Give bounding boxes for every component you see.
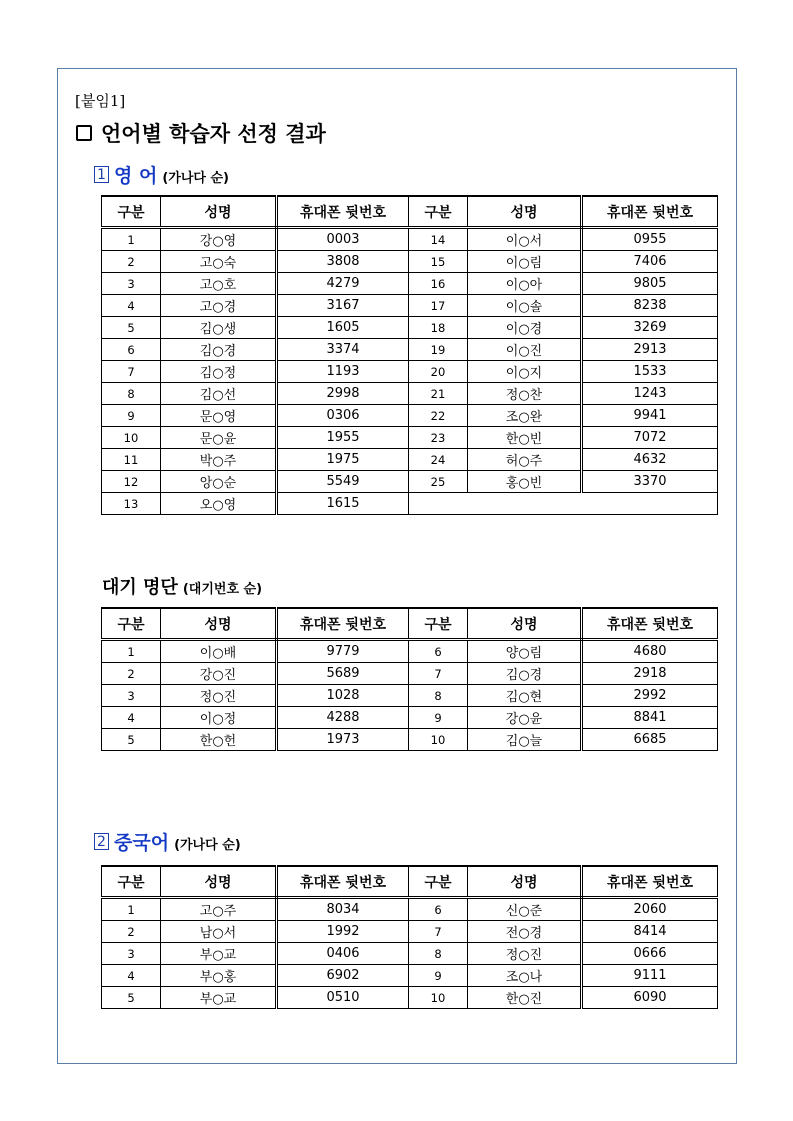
phone-suffix: 9805 bbox=[582, 273, 718, 295]
member-name: 한○빈 bbox=[468, 427, 582, 449]
phone-suffix: 2913 bbox=[582, 339, 718, 361]
row-number: 4 bbox=[102, 707, 161, 729]
member-name: 양○림 bbox=[468, 640, 582, 663]
phone-suffix: 5689 bbox=[277, 663, 409, 685]
member-name: 이○지 bbox=[468, 361, 582, 383]
phone-suffix: 0306 bbox=[277, 405, 409, 427]
column-header: 구분 bbox=[409, 608, 468, 640]
row-number: 2 bbox=[102, 663, 161, 685]
table-row bbox=[102, 317, 718, 339]
member-name: 전○경 bbox=[468, 921, 582, 943]
member-name: 이○정 bbox=[161, 707, 277, 729]
section-number-box: 1 bbox=[94, 166, 109, 183]
row-number: 24 bbox=[409, 449, 468, 471]
column-header: 휴대폰 뒷번호 bbox=[582, 196, 718, 228]
member-name: 조○나 bbox=[468, 965, 582, 987]
row-number: 13 bbox=[102, 493, 161, 515]
column-header: 휴대폰 뒷번호 bbox=[582, 866, 718, 898]
member-name: 허○주 bbox=[468, 449, 582, 471]
member-name: 조○완 bbox=[468, 405, 582, 427]
row-number: 16 bbox=[409, 273, 468, 295]
row-number: 18 bbox=[409, 317, 468, 339]
column-header: 휴대폰 뒷번호 bbox=[582, 608, 718, 640]
phone-suffix: 6090 bbox=[582, 987, 718, 1009]
member-name: 김○생 bbox=[161, 317, 277, 339]
section-note: (가나다 순) bbox=[162, 171, 229, 186]
column-header: 구분 bbox=[102, 866, 161, 898]
row-number: 8 bbox=[409, 685, 468, 707]
member-name: 김○선 bbox=[161, 383, 277, 405]
phone-suffix: 2060 bbox=[582, 898, 718, 921]
table-row bbox=[102, 987, 718, 1009]
row-number: 10 bbox=[102, 427, 161, 449]
phone-suffix: 4632 bbox=[582, 449, 718, 471]
row-number: 17 bbox=[409, 295, 468, 317]
table-row bbox=[102, 729, 718, 751]
row-number: 6 bbox=[409, 640, 468, 663]
row-number: 14 bbox=[409, 228, 468, 251]
member-name: 신○준 bbox=[468, 898, 582, 921]
phone-suffix: 3374 bbox=[277, 339, 409, 361]
member-name: 이○진 bbox=[468, 339, 582, 361]
row-number: 8 bbox=[102, 383, 161, 405]
member-name: 박○주 bbox=[161, 449, 277, 471]
phone-suffix: 0666 bbox=[582, 943, 718, 965]
column-header: 구분 bbox=[102, 608, 161, 640]
section-name: 중국어 bbox=[114, 832, 170, 854]
table-row bbox=[102, 449, 718, 471]
empty-cell bbox=[409, 493, 718, 515]
phone-suffix: 1975 bbox=[277, 449, 409, 471]
table-row bbox=[102, 471, 718, 493]
table-row bbox=[102, 898, 718, 921]
phone-suffix: 4680 bbox=[582, 640, 718, 663]
table-row bbox=[102, 663, 718, 685]
row-number: 7 bbox=[409, 663, 468, 685]
phone-suffix: 9111 bbox=[582, 965, 718, 987]
phone-suffix: 8414 bbox=[582, 921, 718, 943]
row-number: 3 bbox=[102, 943, 161, 965]
table-row bbox=[102, 405, 718, 427]
row-number: 5 bbox=[102, 729, 161, 751]
phone-suffix: 3269 bbox=[582, 317, 718, 339]
table-row bbox=[102, 427, 718, 449]
column-header: 성명 bbox=[468, 608, 582, 640]
member-name: 정○진 bbox=[161, 685, 277, 707]
row-number: 6 bbox=[102, 339, 161, 361]
member-name: 문○윤 bbox=[161, 427, 277, 449]
row-number: 4 bbox=[102, 295, 161, 317]
member-name: 이○림 bbox=[468, 251, 582, 273]
table-row bbox=[102, 685, 718, 707]
table-row bbox=[102, 273, 718, 295]
row-number: 23 bbox=[409, 427, 468, 449]
phone-suffix: 1028 bbox=[277, 685, 409, 707]
phone-suffix: 9941 bbox=[582, 405, 718, 427]
row-number: 7 bbox=[409, 921, 468, 943]
phone-suffix: 8034 bbox=[277, 898, 409, 921]
phone-suffix: 1973 bbox=[277, 729, 409, 751]
member-name: 부○교 bbox=[161, 943, 277, 965]
row-number: 25 bbox=[409, 471, 468, 493]
column-header: 휴대폰 뒷번호 bbox=[277, 196, 409, 228]
member-name: 김○현 bbox=[468, 685, 582, 707]
phone-suffix: 9779 bbox=[277, 640, 409, 663]
phone-suffix: 6902 bbox=[277, 965, 409, 987]
phone-suffix: 1615 bbox=[277, 493, 409, 515]
section-number-box: 2 bbox=[94, 833, 109, 850]
table-row bbox=[102, 383, 718, 405]
phone-suffix: 5549 bbox=[277, 471, 409, 493]
phone-suffix: 7406 bbox=[582, 251, 718, 273]
row-number: 1 bbox=[102, 898, 161, 921]
member-name: 강○진 bbox=[161, 663, 277, 685]
member-name: 이○서 bbox=[468, 228, 582, 251]
row-number: 21 bbox=[409, 383, 468, 405]
phone-suffix: 0955 bbox=[582, 228, 718, 251]
column-header: 성명 bbox=[161, 196, 277, 228]
phone-suffix: 7072 bbox=[582, 427, 718, 449]
phone-suffix: 1193 bbox=[277, 361, 409, 383]
member-name: 문○영 bbox=[161, 405, 277, 427]
row-number: 6 bbox=[409, 898, 468, 921]
phone-suffix: 3167 bbox=[277, 295, 409, 317]
main-title-text: 언어별 학습자 선정 결과 bbox=[101, 122, 326, 146]
column-header: 구분 bbox=[409, 196, 468, 228]
phone-suffix: 8238 bbox=[582, 295, 718, 317]
row-number: 3 bbox=[102, 273, 161, 295]
member-name: 정○진 bbox=[468, 943, 582, 965]
table-row bbox=[102, 640, 718, 663]
member-name: 고○경 bbox=[161, 295, 277, 317]
table-row bbox=[102, 965, 718, 987]
section-name: 영 어 bbox=[114, 165, 158, 187]
member-name: 고○호 bbox=[161, 273, 277, 295]
row-number: 1 bbox=[102, 228, 161, 251]
phone-suffix: 8841 bbox=[582, 707, 718, 729]
table-row bbox=[102, 339, 718, 361]
column-header: 휴대폰 뒷번호 bbox=[277, 866, 409, 898]
phone-suffix: 0510 bbox=[277, 987, 409, 1009]
member-name: 이○배 bbox=[161, 640, 277, 663]
row-number: 2 bbox=[102, 921, 161, 943]
section-title-waitlist bbox=[102, 573, 262, 599]
row-number: 20 bbox=[409, 361, 468, 383]
row-number: 10 bbox=[409, 987, 468, 1009]
column-header: 성명 bbox=[468, 196, 582, 228]
column-header: 성명 bbox=[468, 866, 582, 898]
member-name: 강○영 bbox=[161, 228, 277, 251]
column-header: 성명 bbox=[161, 866, 277, 898]
row-number: 4 bbox=[102, 965, 161, 987]
phone-suffix: 2992 bbox=[582, 685, 718, 707]
phone-suffix: 1533 bbox=[582, 361, 718, 383]
table-row bbox=[102, 943, 718, 965]
table-row bbox=[102, 228, 718, 251]
member-name: 한○진 bbox=[468, 987, 582, 1009]
table-row bbox=[102, 493, 718, 515]
member-name: 이○아 bbox=[468, 273, 582, 295]
row-number: 9 bbox=[409, 707, 468, 729]
phone-suffix: 4288 bbox=[277, 707, 409, 729]
column-header: 구분 bbox=[102, 196, 161, 228]
member-name: 홍○빈 bbox=[468, 471, 582, 493]
row-number: 5 bbox=[102, 987, 161, 1009]
row-number: 7 bbox=[102, 361, 161, 383]
member-name: 김○정 bbox=[161, 361, 277, 383]
phone-suffix: 1243 bbox=[582, 383, 718, 405]
table-row bbox=[102, 361, 718, 383]
phone-suffix: 4279 bbox=[277, 273, 409, 295]
row-number: 8 bbox=[409, 943, 468, 965]
table-row bbox=[102, 707, 718, 729]
row-number: 5 bbox=[102, 317, 161, 339]
table-row bbox=[102, 295, 718, 317]
row-number: 3 bbox=[102, 685, 161, 707]
member-name: 한○헌 bbox=[161, 729, 277, 751]
member-name: 부○홍 bbox=[161, 965, 277, 987]
member-name: 이○솔 bbox=[468, 295, 582, 317]
member-name: 김○늘 bbox=[468, 729, 582, 751]
member-name: 오○영 bbox=[161, 493, 277, 515]
phone-suffix: 1992 bbox=[277, 921, 409, 943]
english-roster-table bbox=[101, 195, 718, 515]
section-title-english bbox=[94, 161, 229, 188]
table-row bbox=[102, 921, 718, 943]
phone-suffix: 2998 bbox=[277, 383, 409, 405]
phone-suffix: 1605 bbox=[277, 317, 409, 339]
phone-suffix: 0003 bbox=[277, 228, 409, 251]
phone-suffix: 3370 bbox=[582, 471, 718, 493]
member-name: 고○숙 bbox=[161, 251, 277, 273]
member-name: 남○서 bbox=[161, 921, 277, 943]
member-name: 이○경 bbox=[468, 317, 582, 339]
waitlist-table bbox=[101, 607, 718, 751]
chinese-roster-table bbox=[101, 865, 718, 1009]
member-name: 강○윤 bbox=[468, 707, 582, 729]
phone-suffix: 1955 bbox=[277, 427, 409, 449]
member-name: 고○주 bbox=[161, 898, 277, 921]
column-header: 구분 bbox=[409, 866, 468, 898]
attachment-label: [붙임1] bbox=[75, 92, 126, 110]
row-number: 9 bbox=[409, 965, 468, 987]
column-header: 성명 bbox=[161, 608, 277, 640]
phone-suffix: 0406 bbox=[277, 943, 409, 965]
row-number: 22 bbox=[409, 405, 468, 427]
row-number: 19 bbox=[409, 339, 468, 361]
row-number: 15 bbox=[409, 251, 468, 273]
row-number: 12 bbox=[102, 471, 161, 493]
section-note: (가나다 순) bbox=[174, 838, 241, 853]
row-number: 1 bbox=[102, 640, 161, 663]
section-title-chinese bbox=[94, 828, 241, 855]
member-name: 김○경 bbox=[468, 663, 582, 685]
phone-suffix: 3808 bbox=[277, 251, 409, 273]
section-name: 대기 명단 bbox=[102, 577, 178, 598]
row-number: 11 bbox=[102, 449, 161, 471]
member-name: 부○교 bbox=[161, 987, 277, 1009]
main-title bbox=[76, 118, 326, 148]
table-row bbox=[102, 251, 718, 273]
member-name: 정○찬 bbox=[468, 383, 582, 405]
row-number: 10 bbox=[409, 729, 468, 751]
checkbox-icon bbox=[76, 125, 92, 141]
member-name: 앙○순 bbox=[161, 471, 277, 493]
phone-suffix: 6685 bbox=[582, 729, 718, 751]
member-name: 김○경 bbox=[161, 339, 277, 361]
phone-suffix: 2918 bbox=[582, 663, 718, 685]
column-header: 휴대폰 뒷번호 bbox=[277, 608, 409, 640]
row-number: 9 bbox=[102, 405, 161, 427]
section-note: (대기번호 순) bbox=[182, 582, 263, 597]
row-number: 2 bbox=[102, 251, 161, 273]
